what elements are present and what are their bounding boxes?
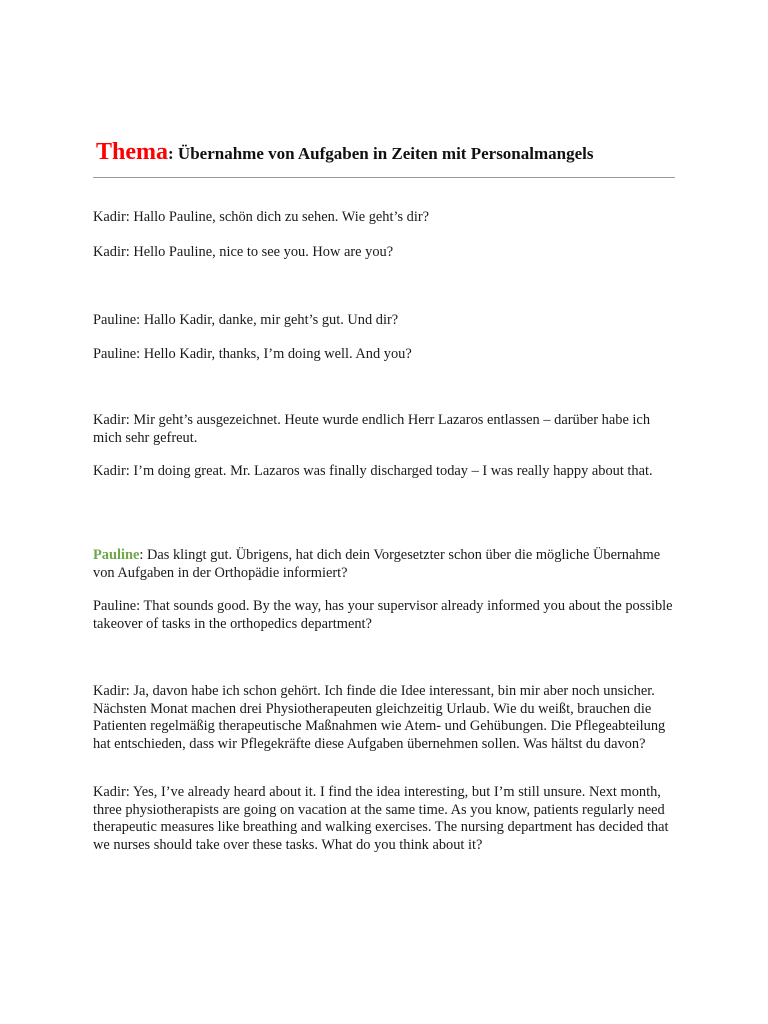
- dialogue-line-en: Kadir: Yes, I’ve already heard about it. I find the idea interesting, but I’m still unsure. Next month, three physiotherapists are going on vacation at the same time. As you know, patients regularly need therapeutic measures like breathing and walking exercises. The nursing department has decided that we nurses should take over these tasks. What do you think about it?: [93, 784, 669, 853]
- dialogue-line-de: Kadir: Ja, davon habe ich schon gehört. Ich finde die Idee interessant, bin mir aber noch unsicher. Nächsten Monat machen drei Physiotherapeuten gleichzeitig Urlaub. Wie du weißt, brauchen die Patienten regelmäßig therapeutische Maßnahmen wie Atem- und Gehübungen. Die Pflegeabteilung hat entschieden, dass wir Pflegekräfte diese Aufgaben übernehmen sollen. Was hältst du davon?: [93, 683, 666, 752]
- speaker-name-highlight: Pauline: [93, 547, 140, 563]
- document-title: [96, 138, 686, 167]
- dialogue-line-en: Pauline: Hello Kadir, thanks, I’m doing well. And you?: [93, 346, 412, 362]
- dialogue-line-de: [93, 547, 673, 582]
- dialogue-line-en: Pauline: That sounds good. By the way, has your supervisor already informed you about the possible takeover of tasks in the orthopedics department?: [93, 598, 673, 632]
- title-divider: [93, 177, 675, 178]
- title-colon: :: [168, 144, 174, 163]
- dialogue-line-en: Kadir: Hello Pauline, nice to see you. How are you?: [93, 244, 394, 260]
- dialogue-line-text: : Das klingt gut. Übrigens, hat dich dein Vorgesetzter schon über die mögliche Übernahme von Aufgaben in der Orthopädie informiert?: [93, 547, 661, 581]
- dialogue-line-en: Kadir: I’m doing great. Mr. Lazaros was finally discharged today – I was really happy about that.: [93, 463, 653, 479]
- dialogue-line-de: Kadir: Mir geht’s ausgezeichnet. Heute wurde endlich Herr Lazaros entlassen – darüber habe ich mich sehr gefreut.: [93, 412, 651, 446]
- title-keyword: Thema: [96, 139, 168, 165]
- dialogue-line-de: Pauline: Hallo Kadir, danke, mir geht’s gut. Und dir?: [93, 312, 399, 328]
- title-text: Übernahme von Aufgaben in Zeiten mit Personalmangels: [173, 144, 594, 163]
- dialogue-line-de: Kadir: Hallo Pauline, schön dich zu sehen. Wie geht’s dir?: [93, 209, 430, 225]
